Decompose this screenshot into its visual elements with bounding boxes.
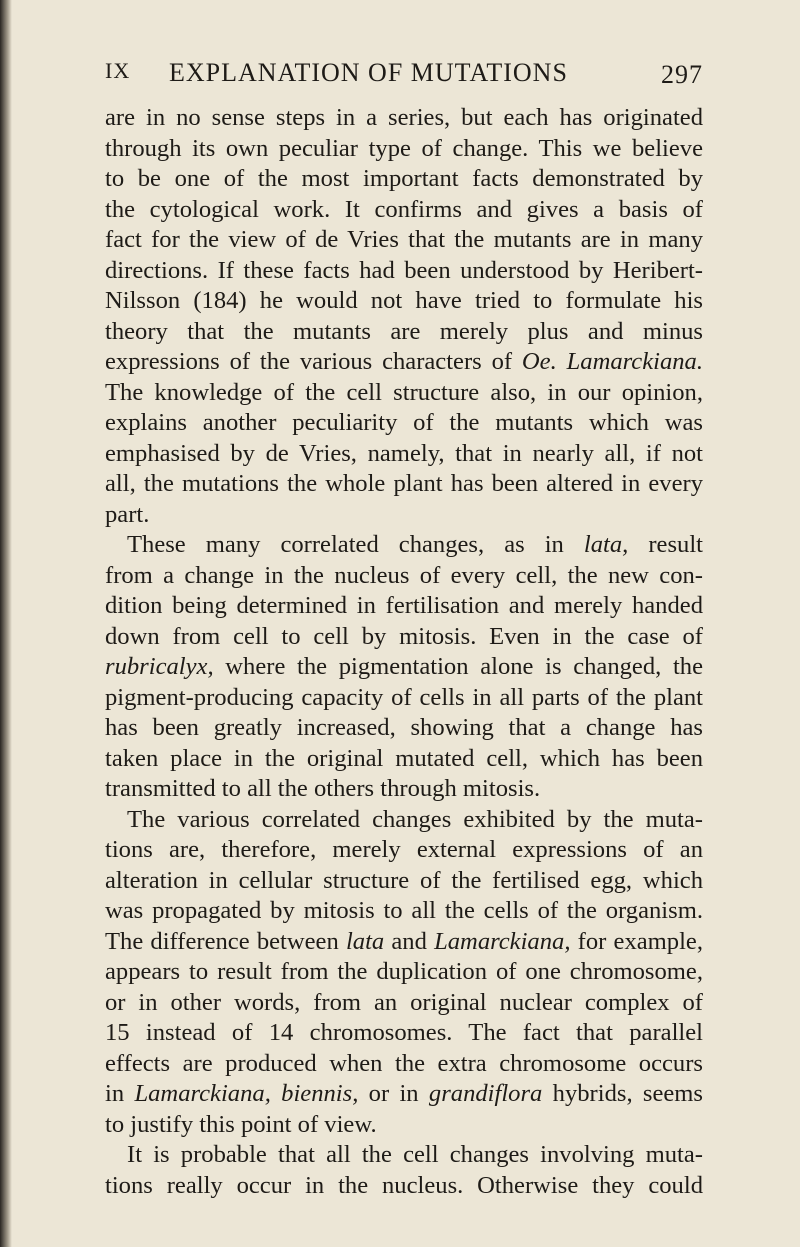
text-line: tions really occur in the nucleus. Otherwise they could: [105, 1171, 703, 1199]
species-name: Lamarckiana, biennis,: [134, 1080, 359, 1107]
running-header: [105, 58, 703, 98]
text-line: in Lamarckiana, biennis, or in grandiflora hybrids, seems: [105, 1080, 704, 1107]
text-line: taken place in the original mutated cell, which has been: [105, 744, 703, 772]
text-line: alteration in cellular structure of the fertilised egg, which: [105, 866, 703, 894]
book-page: [105, 58, 703, 1201]
text-line: from a change in the nucleus of every cell, the new con-: [105, 561, 703, 589]
text-line: dition being determined in fertilisation and merely handed: [105, 592, 703, 619]
species-name: Oe. Lamarckiana.: [521, 348, 703, 375]
text-line: through its own peculiar type of change. This we believe: [105, 134, 703, 162]
text-line: emphasised by de Vries, namely, that in nearly all, if not: [105, 439, 703, 467]
text-line: appears to result from the duplication of one chromosome,: [105, 958, 703, 985]
text-line: was propagated by mitosis to all the cells of the organism.: [105, 897, 703, 924]
text-line: effects are produced when the extra chromosome occurs: [105, 1049, 703, 1077]
book-spine-shadow: [0, 0, 12, 1247]
paragraph-start-line: These many correlated changes, as in lata, result: [127, 531, 703, 558]
text-line: the cytological work. It confirms and gives a basis of: [105, 195, 703, 223]
text-line: to be one of the most important facts demonstrated by: [105, 165, 703, 192]
text-line: 15 instead of 14 chromosomes. The fact that parallel: [105, 1019, 703, 1046]
text-line: pigment-producing capacity of cells in all parts of the plant: [105, 683, 703, 711]
text-line: all, the mutations the whole plant has been altered in every: [105, 470, 703, 497]
text-line: are in no sense steps in a series, but each has originated: [105, 104, 703, 131]
text-line: Nilsson (184) he would not have tried to formulate his: [105, 287, 703, 314]
text-line: The knowledge of the cell structure also, in our opinion,: [105, 378, 703, 406]
mutant-name: lata: [345, 927, 385, 955]
paragraph-end-line: part.: [105, 500, 150, 528]
page-number: 297: [661, 60, 703, 89]
text-line: or in other words, from an original nuclear complex of: [105, 988, 703, 1016]
species-name: grandiflora: [428, 1080, 543, 1107]
text-line: tions are, therefore, merely external expressions of an: [105, 836, 703, 863]
text-line: directions. If these facts had been understood by Heribert-: [105, 256, 703, 284]
text-line: The difference between lata and Lamarckiana, for example,: [105, 927, 703, 955]
mutant-name: lata,: [583, 531, 629, 558]
chapter-number: IX: [105, 58, 131, 83]
text-line: explains another peculiarity of the mutants which was: [105, 409, 703, 436]
text-line: fact for the view of de Vries that the mutants are in many: [105, 226, 703, 253]
paragraph-start-line: It is probable that all the cell changes involving muta-: [127, 1141, 703, 1168]
body-text: [105, 103, 703, 1201]
species-name: Lamarckiana,: [434, 927, 571, 955]
running-title: EXPLANATION OF MUTATIONS: [169, 58, 568, 87]
paragraph-start-line: The various correlated changes exhibited by the muta-: [127, 805, 703, 833]
text-line: has been greatly increased, showing that a change has: [105, 714, 703, 741]
text-line: down from cell to cell by mitosis. Even in the case of: [105, 622, 703, 650]
paragraph-end-line: to justify this point of view.: [105, 1110, 377, 1138]
mutant-name: rubricalyx,: [105, 653, 214, 680]
text-line: rubricalyx, where the pigmentation alone is changed, the: [105, 653, 703, 680]
text-line: theory that the mutants are merely plus and minus: [105, 317, 703, 345]
paragraph-end-line: transmitted to all the others through mitosis.: [105, 775, 541, 802]
text-line: expressions of the various characters of Oe. Lamarckiana.: [105, 348, 703, 375]
